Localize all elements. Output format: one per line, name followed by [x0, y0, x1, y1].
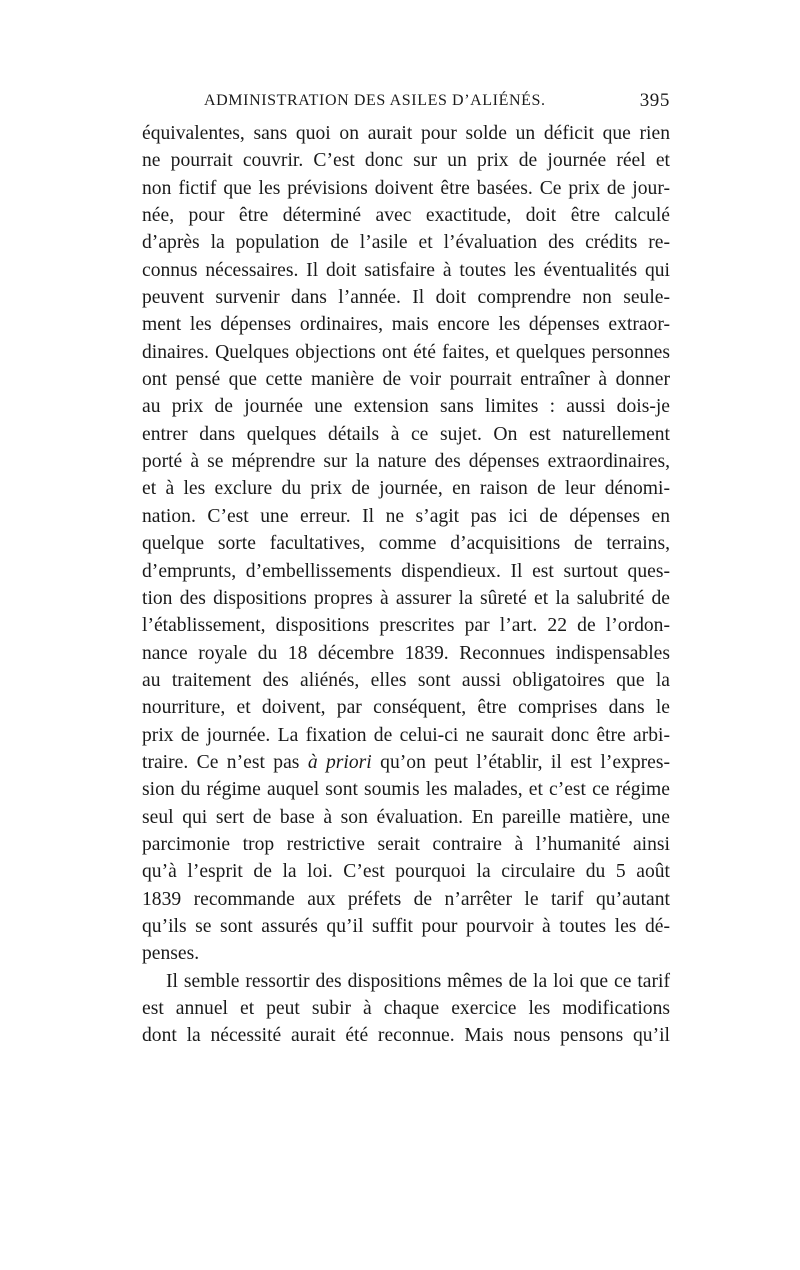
text-line: d’emprunts, d’embellissements dispendieux. Il est surtout ques-: [142, 560, 670, 582]
text-line: prix de journée. La fixation de celui-ci ne saurait donc être arbi-: [142, 724, 670, 746]
text-line: porté à se méprendre sur la nature des dépenses extraordinaires,: [142, 451, 670, 473]
text-line: d’après la population de l’asile et l’évaluation des crédits re-: [142, 232, 670, 254]
text-segment: qu’on peut l’établir, il est l’expres-: [371, 751, 671, 773]
text-line: penses.: [142, 943, 200, 965]
text-line: dont la nécessité aurait été reconnue. Mais nous pensons qu’il: [142, 1025, 670, 1047]
text-line: nourriture, et doivent, par conséquent, être comprises dans le: [142, 697, 670, 719]
text-line: tion des dispositions propres à assurer la sûreté et la salubrité de: [142, 587, 670, 609]
book-page: [142, 88, 670, 1050]
text-line: au traitement des aliénés, elles sont aussi obligatoires que la: [142, 669, 670, 691]
text-line: ont pensé que cette manière de voir pourrait entraîner à donner: [142, 369, 670, 391]
text-line: l’établissement, dispositions prescrites par l’art. 22 de l’ordon-: [142, 615, 670, 637]
italic-phrase: à priori: [307, 751, 372, 773]
text-line: parcimonie trop restrictive serait contraire à l’humanité ainsi: [142, 833, 670, 855]
text-line: ment les dépenses ordinaires, mais encore les dépenses extraor-: [142, 314, 670, 336]
text-line: qu’à l’esprit de la loi. C’est pourquoi la circulaire du 5 août: [142, 861, 670, 883]
text-line: entrer dans quelques détails à ce sujet. On est naturellement: [142, 423, 670, 445]
text-line: [142, 749, 670, 776]
text-line: équivalentes, sans quoi on aurait pour solde un déficit que rien: [142, 123, 670, 144]
paragraph-1: [142, 120, 670, 968]
page-number: 395: [639, 90, 670, 111]
text-line: dinaires. Quelques objections ont été faites, et quelques personnes: [142, 341, 670, 363]
text-line: 1839 recommande aux préfets de n’arrêter le tarif qu’autant: [142, 888, 670, 910]
text-line: est annuel et peut subir à chaque exercice les modifications: [142, 998, 670, 1019]
text-line: qu’ils se sont assurés qu’il suffit pour pourvoir à toutes les dé-: [142, 915, 670, 937]
text-line: nance royale du 18 décembre 1839. Reconnues indispensables: [142, 642, 670, 664]
text-line: née, pour être déterminé avec exactitude, doit être calculé: [142, 205, 670, 227]
paragraph-2: [142, 968, 670, 1050]
text-line: nation. C’est une erreur. Il ne s’agit pas ici de dépenses en: [142, 505, 670, 527]
text-line: au prix de journée une extension sans limites : aussi dois-je: [142, 396, 670, 418]
running-title: ADMINISTRATION DES ASILES D’ALIÉNÉS.: [204, 92, 546, 109]
body-text: [142, 120, 670, 1050]
text-line: sion du régime auquel sont soumis les malades, et c’est ce régime: [142, 779, 670, 801]
text-line: Il semble ressortir des dispositions mêmes de la loi que ce tarif: [166, 970, 670, 992]
text-line: quelque sorte facultatives, comme d’acquisitions de terrains,: [142, 533, 670, 555]
text-segment: traire. Ce n’est pas: [142, 751, 308, 773]
text-line: non fictif que les prévisions doivent être basées. Ce prix de jour-: [142, 177, 670, 199]
text-line: et à les exclure du prix de journée, en raison de leur dénomi-: [142, 478, 670, 500]
running-head: [142, 88, 670, 118]
text-line: peuvent survenir dans l’année. Il doit comprendre non seule-: [142, 287, 670, 309]
text-line: seul qui sert de base à son évaluation. En pareille matière, une: [142, 806, 670, 828]
text-line: ne pourrait couvrir. C’est donc sur un prix de journée réel et: [142, 150, 670, 172]
text-line: connus nécessaires. Il doit satisfaire à toutes les éventualités qui: [142, 259, 670, 281]
